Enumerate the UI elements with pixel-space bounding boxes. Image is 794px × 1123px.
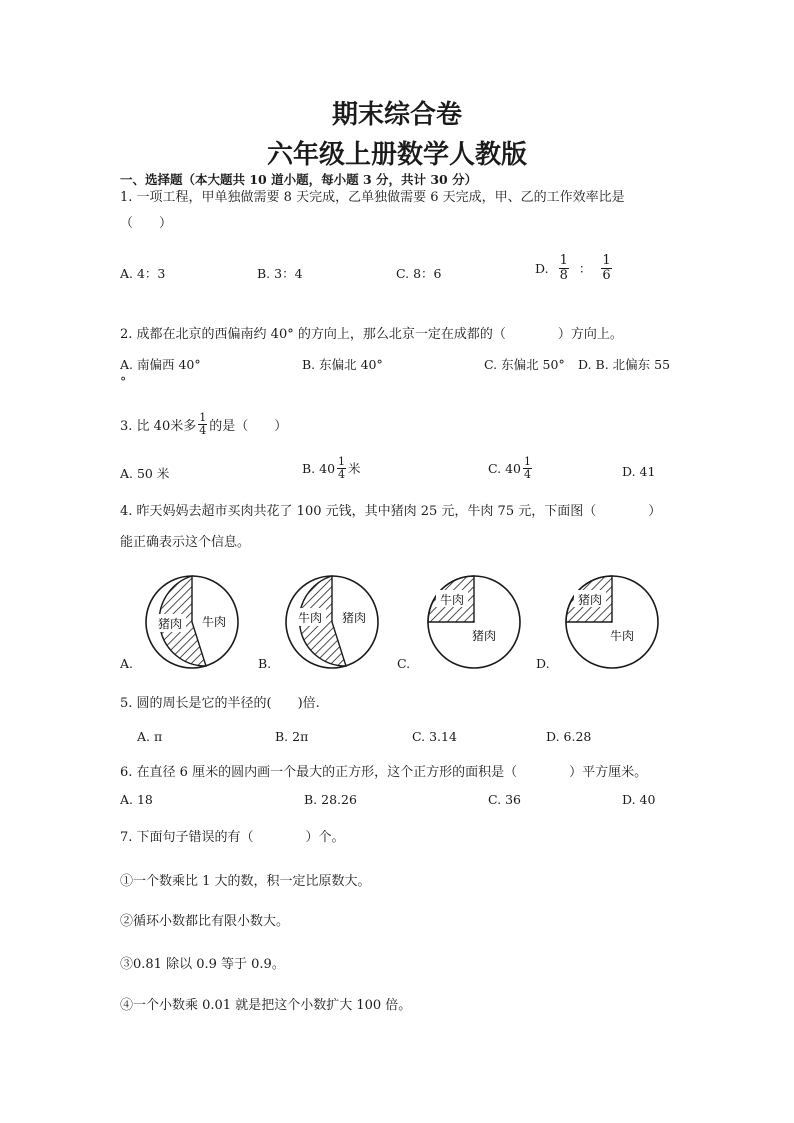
question-3-option-b <box>302 456 361 480</box>
question-3-prefix: 3. 比 40米多 <box>120 418 197 434</box>
option-label: D. <box>535 260 549 276</box>
numerator: 1 <box>199 411 207 424</box>
question-5-option-d: D. 6.28 <box>546 729 592 744</box>
question-6-text: 6. 在直径 6 厘米的圆内画一个最大的正方形，这个正方形的面积是（ ）平方厘米。 <box>120 765 648 780</box>
question-2-option-c: C. 东偏北 50° <box>484 357 565 372</box>
question-7-statement-4: ④一个小数乘 0.01 就是把这个小数扩大 100 倍。 <box>120 998 412 1013</box>
pie-label-beef: 牛肉 <box>201 615 227 629</box>
page-subtitle: 六年级上册数学人教版 <box>266 140 527 170</box>
fraction <box>337 456 346 480</box>
option-whole: B. 40 <box>302 460 336 476</box>
question-1-option-b: B. 3：4 <box>257 266 303 281</box>
fraction <box>523 456 532 480</box>
question-7-statement-1: ①一个数乘比 1 大的数，积一定比原数大。 <box>120 874 371 889</box>
question-4-option-d: D. <box>536 656 550 671</box>
numerator: 1 <box>602 253 611 268</box>
pie-label-beef: 牛肉 <box>609 629 635 643</box>
denominator: 8 <box>559 267 568 283</box>
pie-label-beef: 牛肉 <box>297 611 323 625</box>
question-3-option-c <box>488 456 534 480</box>
question-1-option-a: A. 4：3 <box>120 266 166 281</box>
pie-option-d <box>566 576 658 668</box>
question-2-option-a: A. 南偏西 40° <box>120 357 201 372</box>
pie-label-pork: 猪肉 <box>157 617 183 631</box>
question-2-text: 2. 成都在北京的西偏南约 40° 的方向上，那么北京一定在成都的（ ）方向上。 <box>120 327 623 342</box>
question-1-option-c: C. 8：6 <box>396 266 442 281</box>
question-3-option-a: A. 50 米 <box>120 466 170 481</box>
pie-option-a <box>146 576 238 668</box>
question-4-option-a: A. <box>120 656 134 671</box>
fraction <box>559 254 569 282</box>
question-2-option-d: D. B. 北偏东 55 <box>578 357 671 372</box>
question-4-line-1: 4. 昨天妈妈去超市买肉共花了 100 元钱，其中猪肉 25 元，牛肉 75 元，下面图（ ） <box>120 504 662 519</box>
numerator: 1 <box>523 455 531 468</box>
question-7-text: 7. 下面句子错误的有（ ）个。 <box>120 830 345 845</box>
fraction <box>601 254 611 282</box>
question-5-option-c: C. 3.14 <box>412 729 457 744</box>
question-5-option-b: B. 2π <box>275 729 309 744</box>
option-whole: C. 40 <box>488 460 521 476</box>
fraction <box>198 412 207 436</box>
question-1-option-d <box>535 254 614 282</box>
numerator: 1 <box>338 455 346 468</box>
question-1-text: 1. 一项工程，甲单独做需要 8 天完成，乙单独做需要 6 天完成，甲、乙的工作效率比是 <box>120 190 625 205</box>
question-4-line-2: 能正确表示这个信息。 <box>120 535 251 550</box>
option-unit: 米 <box>348 461 361 477</box>
pie-label-pork: 猪肉 <box>577 593 603 607</box>
question-3-suffix: 的是（ ） <box>209 418 288 434</box>
question-6-option-a: A. 18 <box>120 792 153 807</box>
question-7-statement-3: ③0.81 除以 0.9 等于 0.9。 <box>120 957 285 972</box>
ratio-sign: ： <box>578 261 592 277</box>
question-5-text: 5. 圆的周长是它的半径的( )倍. <box>120 696 320 711</box>
denominator: 4 <box>523 467 531 481</box>
denominator: 4 <box>338 467 346 481</box>
question-2-option-d-tail: ° <box>120 374 127 389</box>
question-3-option-d: D. 41 <box>622 464 656 479</box>
question-6-option-b: B. 28.26 <box>304 792 357 807</box>
question-2-option-b: B. 东偏北 40° <box>302 357 383 372</box>
question-6-option-c: C. 36 <box>488 792 521 807</box>
section-heading: 一、选择题（本大题共 10 道小题，每小题 3 分，共计 30 分） <box>120 172 478 187</box>
numerator: 1 <box>559 253 568 268</box>
question-4-option-b: B. <box>258 656 272 671</box>
pie-label-beef: 牛肉 <box>439 593 465 607</box>
question-3-text <box>120 412 287 436</box>
pie-option-c <box>428 576 520 668</box>
denominator: 6 <box>602 267 611 283</box>
pie-label-pork: 猪肉 <box>471 629 497 643</box>
pie-charts <box>140 570 700 670</box>
question-1-blank: （ ） <box>120 216 173 231</box>
question-4-option-c: C. <box>397 656 411 671</box>
pie-option-b <box>286 576 378 668</box>
question-6-option-d: D. 40 <box>622 792 656 807</box>
page-title: 期末综合卷 <box>331 100 462 130</box>
pie-label-pork: 猪肉 <box>341 611 367 625</box>
denominator: 4 <box>199 423 207 437</box>
question-5-option-a: A. π <box>137 729 163 744</box>
question-7-statement-2: ②循环小数都比有限小数大。 <box>120 914 290 929</box>
